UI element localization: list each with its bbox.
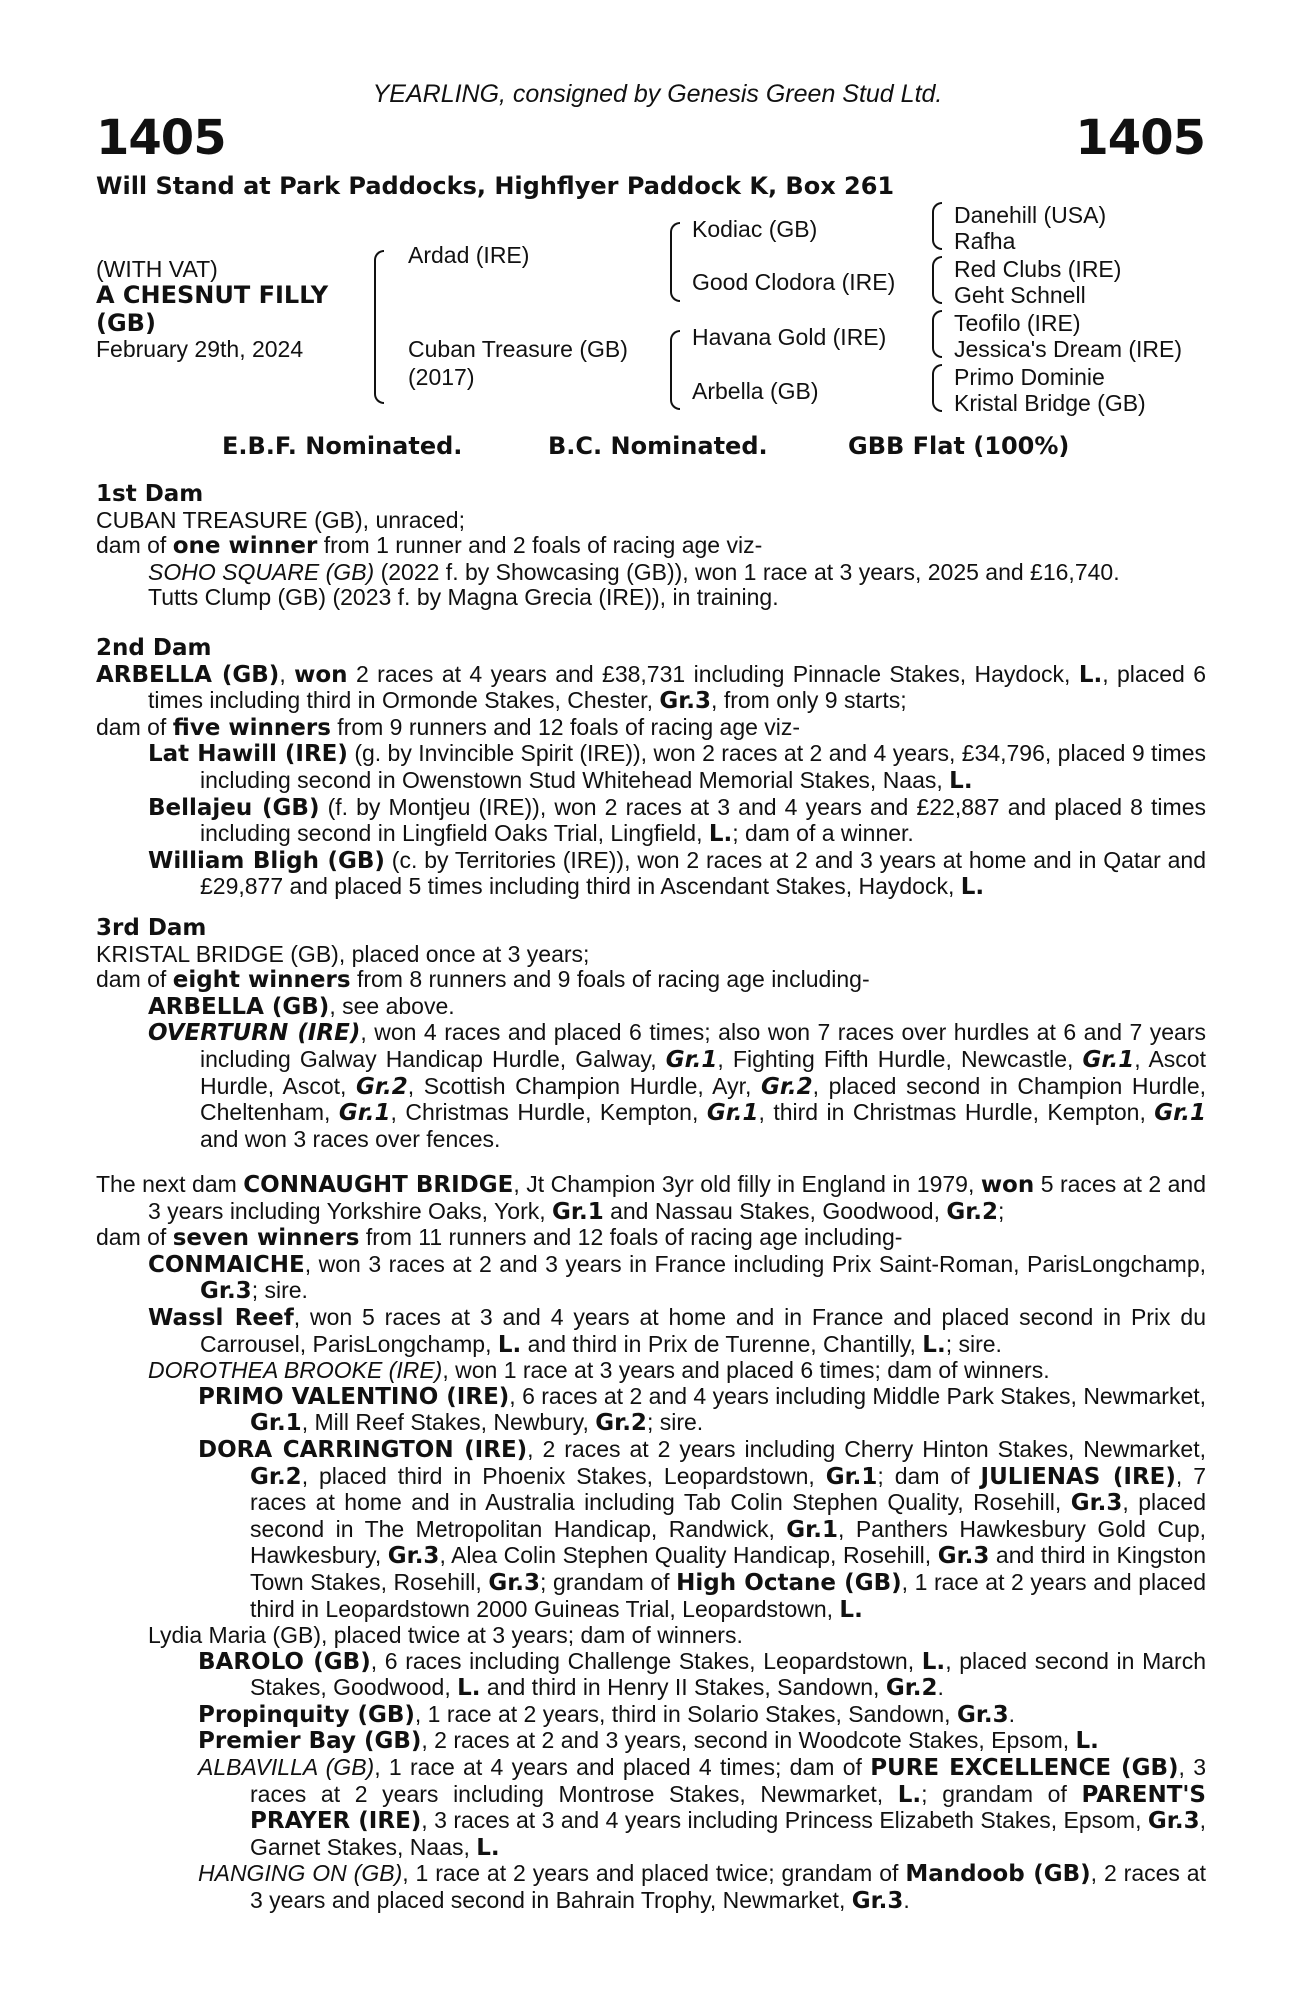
third-dam-text: KRISTAL BRIDGE (GB), placed once at 3 years;	[96, 940, 590, 967]
third-dam-produce: dam of eight winners from 8 runners and 9 foals of racing age including-	[96, 966, 870, 994]
produce-soho-square: SOHO SQUARE (GB) (2022 f. by Showcasing (GB)), won 1 race at 3 years, 2025 and £16,740.	[148, 558, 1120, 585]
ped-ssd: Rafha	[954, 228, 1016, 254]
produce-lat-hawill: Lat Hawill (IRE) (g. by Invincible Spirit (IRE)), won 2 races at 2 and 4 years, £34,796, placed 9 times including second in Owenstown Stud Whitehead Memorial Stakes, Naas, L.	[148, 740, 1207, 794]
ped-dsd: Jessica's Dream (IRE)	[954, 336, 1183, 362]
ebf-nomination: E.B.F. Nominated.	[222, 432, 463, 460]
produce-premier-bay: Premier Bay (GB), 2 races at 2 and 3 years, second in Woodcote Stakes, Epsom, L.	[198, 1727, 1099, 1755]
third-dam-heading: 3rd Dam	[96, 915, 207, 941]
produce-bellajeu: Bellajeu (GB) (f. by Montjeu (IRE)), won 2 races at 3 and 4 years and £22,887 and placed 8 times including second in Lingfield Oaks Trial, Lingfield, L.; dam of a winner.	[148, 793, 1206, 848]
next-dam-text: The next dam CONNAUGHT BRIDGE, Jt Champion 3yr old filly in England in 1979, won 5 races at 2 and 3 years including Yorkshire Oaks, York, Gr.1 and Nassau Stakes, Goodwood, Gr.2;	[96, 1171, 1206, 1225]
sire-name: Ardad (IRE)	[408, 242, 530, 268]
pedigree-brace-dd	[932, 364, 942, 412]
second-dam-produce: dam of five winners from 9 runners and 12 foals of racing age viz-	[96, 713, 801, 741]
produce-barolo: BAROLO (GB), 6 races including Challenge Stakes, Leopardstown, L., placed second in March Stakes, Goodwood, L. and third in Henry II Stakes, Sandown, Gr.2.	[198, 1647, 1207, 1702]
next-dam-section	[96, 1172, 1206, 1915]
next-dam-produce: dam of seven winners from 11 runners and 12 foals of racing age including-	[96, 1224, 903, 1252]
vat-note: (WITH VAT)	[96, 256, 218, 282]
bc-nomination: B.C. Nominated.	[548, 432, 768, 460]
pedigree-brace-ss	[932, 202, 942, 250]
first-dam-heading: 1st Dam	[96, 481, 204, 507]
ped-sds: Red Clubs (IRE)	[954, 256, 1122, 282]
gbb-nomination: GBB Flat (100%)	[848, 432, 1070, 460]
consignor-line: YEARLING, consigned by Genesis Green Stud Ltd.	[372, 80, 943, 108]
produce-dora-carrington: DORA CARRINGTON (IRE), 2 races at 2 years including Cherry Hinton Stakes, Newmarket, Gr.2, placed third in Phoenix Stakes, Leopardstown, Gr.1; dam of JULIENAS (IRE), 7 races at home and in Australia including Tab Colin Stephen Quality, Rosehill, Gr.3, placed second in The Metropolitan Handicap, Randwick, Gr.1, Panthers Hawkesbury Gold Cup, Hawkesbury, Gr.3, Alea Colin Stephen Quality Handicap, Rosehill, Gr.3 and third in Kingston Town Stakes, Rosehill, Gr.3; grandam of High Octane (GB), 1 race at 2 years and placed third in Leopardstown 2000 Guineas Trial, Leopardstown, L.	[198, 1435, 1207, 1623]
dam-sire: Havana Gold (IRE)	[692, 324, 887, 350]
produce-arbella: ARBELLA (GB), see above.	[148, 992, 455, 1020]
pedigree-brace-sd	[932, 256, 942, 304]
ped-ddd: Kristal Bridge (GB)	[954, 390, 1146, 416]
lot-number-left: 1405	[96, 110, 226, 166]
foaling-date: February 29th, 2024	[96, 336, 304, 362]
first-dam-text: CUBAN TREASURE (GB), unraced;	[96, 506, 465, 533]
second-dam-heading: 2nd Dam	[96, 635, 212, 661]
sire-sire: Kodiac (GB)	[692, 216, 818, 242]
horse-origin: (GB)	[96, 309, 156, 337]
second-dam-text: ARBELLA (GB), won 2 races at 4 years and £38,731 including Pinnacle Stakes, Haydock, L., placed 6 times including third in Ormonde Stakes, Chester, Gr.3, from only 9 starts;	[96, 660, 1206, 715]
lot-number-right: 1405	[1075, 110, 1205, 166]
ped-dds: Primo Dominie	[954, 364, 1105, 390]
first-dam-produce: dam of one winner from 1 runner and 2 foals of racing age viz-	[96, 532, 763, 560]
produce-primo-valentino: PRIMO VALENTINO (IRE), 6 races at 2 and 4 years including Middle Park Stakes, Newmarket, Gr.1, Mill Reef Stakes, Newbury, Gr.2; sire.	[198, 1382, 1207, 1437]
sire-dam: Good Clodora (IRE)	[692, 269, 896, 295]
ped-sdd: Geht Schnell	[954, 282, 1086, 308]
produce-dorothea-brooke: DOROTHEA BROOKE (IRE), won 1 race at 3 years and placed 6 times; dam of winners.	[148, 1357, 1050, 1384]
pedigree-brace-dam	[670, 330, 680, 410]
produce-conmaiche: CONMAICHE, won 3 races at 2 and 3 years in France including Prix Saint-Roman, ParisLongchamp, Gr.3; sire.	[148, 1250, 1206, 1305]
pedigree-brace-main	[374, 250, 384, 404]
produce-albavilla: ALBAVILLA (GB), 1 race at 4 years and placed 4 times; dam of PURE EXCELLENCE (GB), 3 races at 2 years including Montrose Stakes, Newmarket, L.; grandam of PARENT'S PRAYER (IRE), 3 races at 3 and 4 years including Princess Elizabeth Stakes, Epsom, Gr.3, Garnet Stakes, Naas, L.	[198, 1754, 1206, 1861]
produce-propinquity: Propinquity (GB), 1 race at 2 years, third in Solario Stakes, Sandown, Gr.3.	[198, 1700, 1016, 1728]
second-dam-section	[96, 636, 1206, 901]
produce-william-bligh: William Bligh (GB) (c. by Territories (IRE)), won 2 races at 2 and 3 years at home and in Qatar and £29,877 and placed 5 times including third in Ascendant Stakes, Haydock, L.	[148, 846, 1206, 901]
third-dam-section	[96, 916, 1206, 1152]
ped-dss: Teofilo (IRE)	[954, 310, 1081, 336]
produce-overturn: OVERTURN (IRE), won 4 races and placed 6 times; also won 7 races over hurdles at 6 and 7 years including Galway Handicap Hurdle, Galway, Gr.1, Fighting Fifth Hurdle, Newcastle, Gr.1, Ascot Hurdle, Ascot, Gr.2, Scottish Champion Hurdle, Ayr, Gr.2, placed second in Champion Hurdle, Cheltenham, Gr.1, Christmas Hurdle, Kempton, Gr.1, third in Christmas Hurdle, Kempton, Gr.1 and won 3 races over fences.	[148, 1019, 1207, 1152]
produce-lydia-maria: Lydia Maria (GB), placed twice at 3 years; dam of winners.	[148, 1622, 743, 1649]
first-dam-section	[96, 482, 1206, 611]
ped-sss: Danehill (USA)	[954, 202, 1107, 228]
produce-hanging-on: HANGING ON (GB), 1 race at 2 years and placed twice; grandam of Mandoob (GB), 2 races at 3 years and placed second in Bahrain Trophy, Newmarket, Gr.3.	[198, 1860, 1206, 1915]
dam-dam: Arbella (GB)	[692, 378, 819, 404]
produce-wassl-reef: Wassl Reef, won 5 races at 3 and 4 years at home and in France and placed second in Prix du Carrousel, ParisLongchamp, L. and third in Prix de Turenne, Chantilly, L.; sire.	[148, 1303, 1206, 1358]
stand-location: Will Stand at Park Paddocks, Highflyer Paddock K, Box 261	[96, 172, 895, 200]
horse-name: A CHESNUT FILLY	[96, 281, 329, 309]
pedigree-brace-sire	[670, 222, 680, 302]
pedigree-brace-ds	[932, 310, 942, 358]
dam-year: (2017)	[408, 364, 475, 390]
produce-tutts-clump: Tutts Clump (GB) (2023 f. by Magna Grecia (IRE)), in training.	[148, 584, 779, 611]
dam-name: Cuban Treasure (GB)	[408, 336, 628, 362]
